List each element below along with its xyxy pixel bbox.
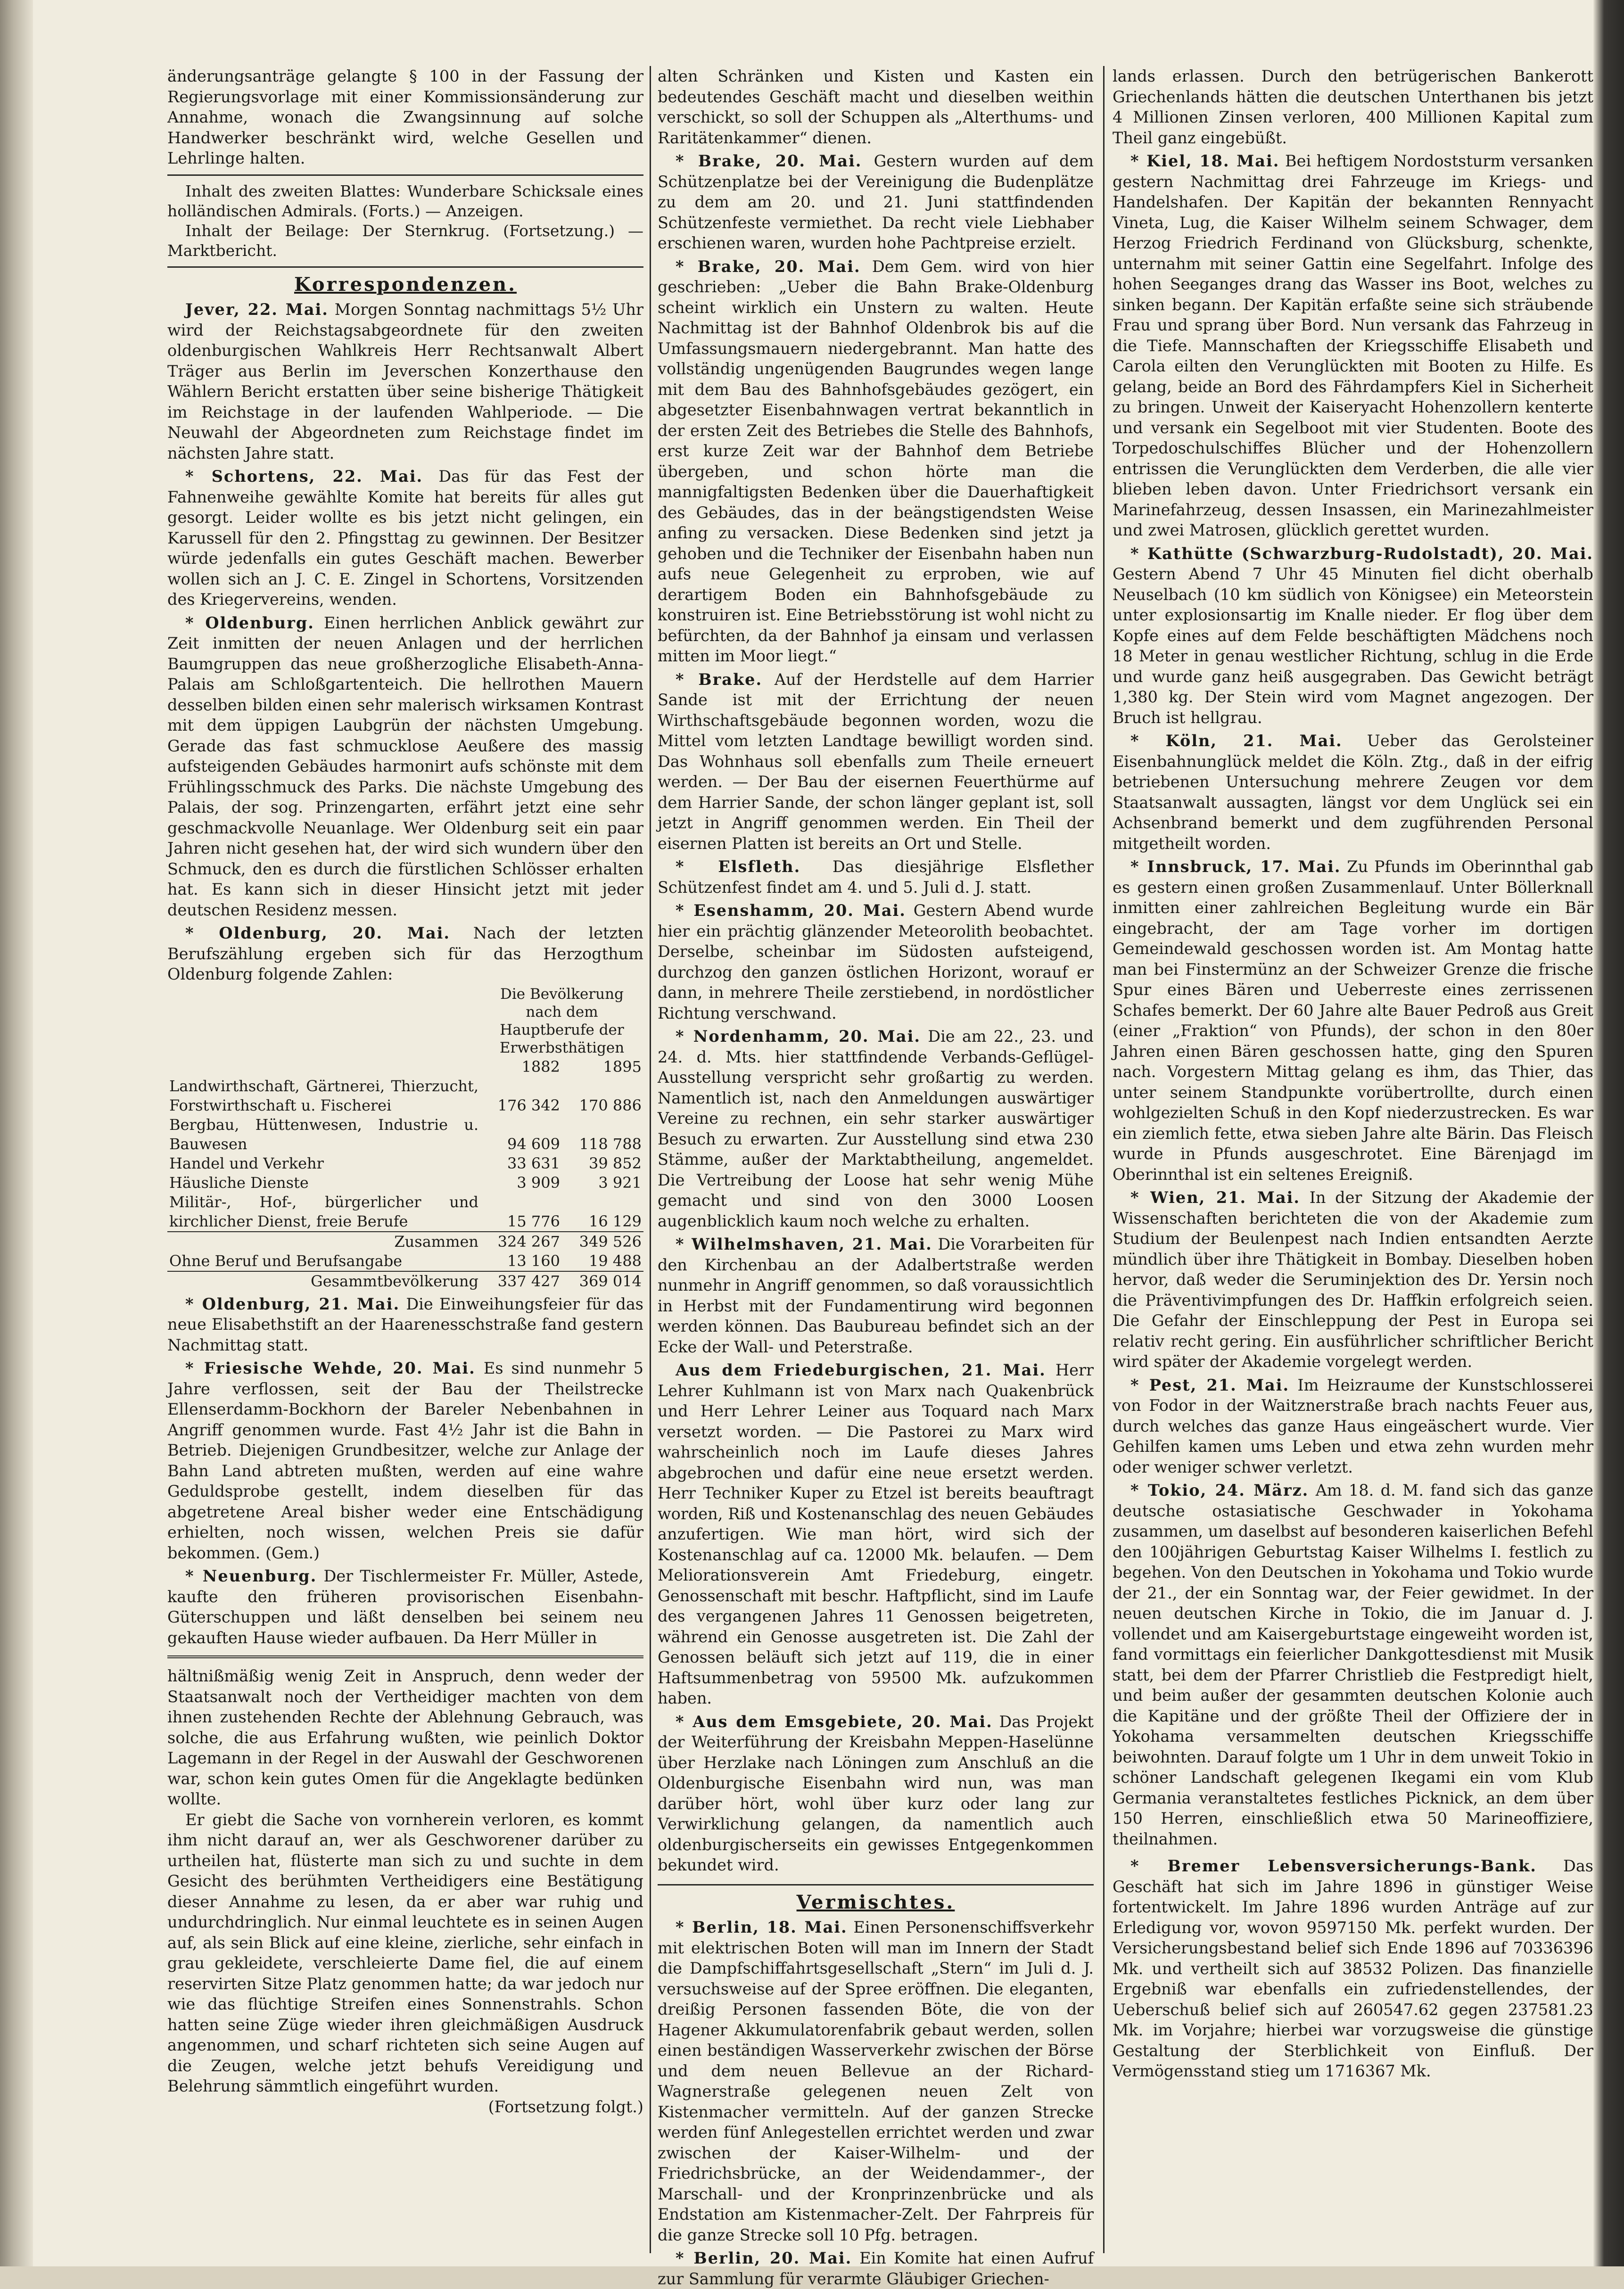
value-1895: 118 788 (579, 1135, 642, 1153)
dateline: * Kathütte (Schwarzburg-Rudolstadt), 20. Mai. (1130, 544, 1593, 563)
column-1 (167, 66, 643, 2258)
total-1895: 369 014 (562, 1271, 643, 1291)
article-text: Es sind nunmehr 5 Jahre verflossen, seit der Bau der Theilstrecke Ellenserdamm-Bockhorn der Bareler Nebenbahnen in Angriff genommen wurde. Fast 4½ Jahr ist die Bahn in Betrieb. Diejenigen Grundbesitzer, welche zur Anlage der Bahn Land abtreten mußten, werden auf eine wahre Geduldsprobe gestellt, indem dieselben für das abgetretene Areal bisher weder eine Entschädigung erhielten, noch wissen, welchen Preis sie dafür bekommen. (Gem.) (167, 1359, 643, 1562)
article-text: Einen herrlichen Anblick gewährt zur Zeit inmitten der neuen Anlagen und der herrlichen Baumgruppen das neue großherzogliche Elisabeth-Anna-Palais am Schloßgartenteich. Die hellrothen Mauern desselben bilden einen sehr malerisch wirksamen Kontrast mit dem üppigen Laubgrün der nächsten Umgebung. Gerade das fast schmucklose Aeußere des massig aufsteigenden Gebäudes harmonirt aufs schönste mit dem Frühlingsschmuck des Parks. Die nächste Umgebung des Palais, der sog. Prinzengarten, erfährt jetzt eine sehr geschmackvolle Neuanlage. Wer Oldenburg seit ein paar Jahren nicht gesehen hat, der wird sich wundern über den Schmuck, den es durch die fürstlichen Schlösser erhalten hat. Es kann sich in dieser Hinsicht jetzt mit jeder deutschen Residenz messen. (167, 613, 643, 919)
article (1113, 856, 1593, 1185)
value-1895: 170 886 (579, 1096, 642, 1114)
dateline: * Wilhelmshaven, 21. Mai. (676, 1235, 932, 1253)
page-binding (0, 0, 33, 2266)
article-text: Das Projekt der Weiterführung der Kreisbahn Meppen-Haselünne über Herzlake nach Löningen zum Anschluß an die Oldenburgische Eisenbahn wird nun, was man darüber hört, wohl über kurz oder lang zur Verwirklichung gelangen, da namentlich auch oldenburgischerseits ein gewisses Entgegenkommen bekundet wird. (658, 1712, 1094, 1874)
value-1895: 19 488 (589, 1252, 642, 1270)
dateline: * Köln, 21. Mai. (1130, 732, 1343, 750)
article-text: Zu Pfunds im Oberinnthal gab es gestern einen großen Zusammenlauf. Unter Böllerknall inmitten einer zahlreichen Begleitung wurde ein Bär eingebracht, der am Tage vorher im dortigen Gemeindewald geschossen worden ist. Am Montag hatte man bei Finstermünz an der Schweizer Grenze die frische Spur eines Bären und Ueberreste eines zerrissenen Schafes bemerkt. Der 60 Jahre alte Bauer Pedroß aus Greit (einer „Fraktion“ von Pfunds), der schon in den 80er Jahren einen Bären geschossen hatte, ging den Spuren nach. Vorgestern Mittag gelang es ihm, das Thier, das unter seinem Standpunkte vorübertrollte, durch einen wohlgezielten Schuß in den Kopf niederzustrecken. Es war ein ziemlich fette, etwa sieben Jahre alte Bärin. Das Fleisch wurde in Pfunds ausgeschrotet. Eine Bärenjagd im Oberinnthal ist ein seltenes Ereigniß. (1113, 857, 1593, 1184)
article-text: Die am 22., 23. und 24. d. Mts. hier stattfindende Verbands-Geflügel-Ausstellung verspricht sehr großartig zu werden. Namentlich ist, nach den Anmeldungen auswärtiger Vereine zu rechnen, ein sehr starker auswärtiger Besuch zu erwarten. Zur Ausstellung sind etwa 230 Stämme, außer der Marktabtheilung, angemeldet. Die Vertreibung der Loose hat sehr wenig Mühe gemacht und sind von den 3000 Loosen augenblicklich kaum noch welche zu erhalten. (658, 1027, 1094, 1230)
section-title: Vermischtes. (796, 1891, 955, 1913)
table-sum-row (167, 1232, 643, 1252)
article-text: änderungsanträge gelangte § 100 in der Fassung der Regierungsvorlage mit einer Kommissionsänderung zur Annahme, wonach die Zwangsinnung auf solche Handwerker beschränkt wird, welche Gesellen und Lehrlinge halten. (167, 67, 643, 167)
section-title: Korrespondenzen. (294, 273, 517, 296)
sum-label: Zusammen (167, 1232, 480, 1252)
dateline: * Friesische Wehde, 20. Mai. (185, 1359, 476, 1377)
dateline: * Esenshamm, 20. Mai. (676, 901, 906, 920)
year-header: 1895 (603, 1057, 642, 1076)
row-label: Militär-, Hof-, bürgerlicher und kirchlicher Dienst, freie Berufe (169, 1193, 478, 1230)
article-text: Ueber das Gerolsteiner Eisenbahnunglück meldet die Köln. Ztg., daß in der eifrig betriebenen Untersuchung mehrere Zeugen vor dem Staatsanwalt aussagten, längst vor dem Unglück sei ein Achsenbrand bemerkt und dem zugführenden Personal mitgetheilt worden. (1113, 732, 1593, 853)
dateline: * Brake, 20. Mai. (676, 257, 861, 276)
dateline: * Innsbruck, 17. Mai. (1130, 857, 1341, 876)
table-spacer (167, 985, 480, 1057)
dateline: * Oldenburg, 21. Mai. (185, 1294, 400, 1313)
dateline: * Kiel, 18. Mai. (1130, 152, 1280, 170)
article-text: Im Heizraume der Kunstschlosserei von Fodor in der Waitznerstraße brach nachts Feuer aus, durch welches das ganze Haus eingeäschert wurde. Vier Gehilfen kamen ums Leben und etwa zehn wurden mehr oder weniger schwer verletzt. (1113, 1375, 1593, 1476)
article (658, 1360, 1094, 1709)
row-label: Häusliche Dienste (169, 1173, 309, 1192)
article-text: Am 18. d. M. fand sich das ganze deutsche ostasiatische Geschwader in Yokohama zusammen, um daselbst auf besonderen kaiserlichen Befehl den 100jährigen Geburtstag Kaiser Wilhelms I. festlich zu begehen. Von den Deutschen in Yokohama und Tokio wurde der 21., der ein Sonntag war, der Feier gewidmet. In der neuen deutschen Kirche in Tokio, die im Januar d. J. vollendet und am Kaisergeburtstage eingeweiht worden ist, fand vormittags ein feierlicher Dankgottesdienst mit Musik statt, bei dem der Pfarrer Christlieb die Festpredigt hielt, und beim außer der gesammten deutschen Kolonie auch die Kapitäne und der größte Theil der Offiziere der in Yokohama versammelten deutschen Kriegsschiffe beiwohnten. Darauf folgte um 1 Uhr in dem unweit Tokio in schöner Landschaft gelegenen Ikegami ein vom Klub Germania veranstaltetes festliches Picknick, an dem über 150 Herren, einschließlich etwa 50 Marineoffiziere, theilnahmen. (1113, 1481, 1593, 1848)
article-text: In der Sitzung der Akademie der Wissenschaften berichteten die von der Akademie zum Studium der Beulenpest nach Indien entsandten Aerzte mündlich über ihre Thätigkeit in Bombay. Dieselben hoben hervor, daß weder die Seruminjektion des Dr. Yersin noch die Präventivimpfungen des Dr. Haffkin erfolgreich seien. Die Gefahr der Einschleppung der Pest in Europa sei relativ recht gering. Ein ausführlicher schriftlicher Bericht wird später der Akademie vorgelegt werden. (1113, 1188, 1593, 1371)
article (658, 2248, 1094, 2289)
article-text: Bei heftigem Nordoststurm versanken gestern Nachmittag drei Fahrzeuge im Kriegs- und Handelshafen. Der Kapitän der bekannten Rennyacht Vineta, Lug, die Kaiser Wilhelm seinem Schwager, dem Herzog Friedrich Ferdinand von Glücksburg, schenkte, unternahm mit seiner Gattin eine Segelfahrt. Infolge des hohen Seeganges drang das Wasser ins Boot, welches zu sinken begann. Der Kapitän erfaßte seine sich sträubende Frau und sprang über Bord. Nun versank das Fahrzeug in die Tiefe. Mannschaften der Kriegsschiffe Elisabeth und Carola eilten den Verunglückten mit Booten zu Hilfe. Es gelang, beide an Bord des Fährdampfers Kiel in Sicherheit zu bringen. Unweit der Kaiseryacht Hohenzollern kenterte und versank ein Segelboot mit vier Studenten. Boote des Torpedoschulschiffes Blücher und der Hohenzollern entrissen die Verunglückten dem Verderben, die alle vier blieben leben davon. Unter Friedrichsort versank ein Marinefahrzeug, dessen Insassen, ein Marinezahlmeister und zwei Matrosen, glücklich gerettet wurden. (1113, 152, 1594, 539)
article (167, 1358, 643, 1563)
article (1113, 1375, 1593, 1478)
table-total-row (167, 1271, 643, 1291)
article-text: Das Geschäft hat sich im Jahre 1896 in günstiger Weise fortentwickelt. Im Jahre 1896 wurden Anträge auf zur Erledigung vor, wovon 9597150 Mk. perfekt wurden. Der Versicherungsbestand belief sich Ende 1896 auf 70336396 Mk. und vertheilt sich auf 38532 Polizen. Das finanzielle Ergebniß war ebenfalls ein zufriedenstellendes, der Ueberschuß belief sich auf 260547.62 gegen 237581.23 Mk. im Vorjahre; hierbei war vorzugsweise die günstige Gestaltung der Sterblichkeit von Einfluß. Der Vermögensstand stieg um 1716367 Mk. (1113, 1857, 1593, 2080)
row-label: Handel und Verkehr (169, 1154, 324, 1172)
article-text: Gestern wurden auf dem Schützenplatze bei der Vereinigung die Budenplätze zu dem am 20. und 21. Juni stattfindenden Schützenfeste vermiethet. Da recht viele Liebhaber erschienen waren, wurden hohe Pachtpreise erzielt. (658, 152, 1094, 252)
article-text: Das für das Fest der Fahnenweihe gewählte Komite hat bereits für alles gut gesorgt. Leider wollte es bis jetzt nicht gelingen, ein Karussell für den 2. Pfingsttag zu gewinnen. Der Besitzer würde jedenfalls ein gutes Geschäft machen. Bewerber wollen sich an J. C. E. Zingel in Schortens, Vorsitzenden des Kriegervereins, wenden. (167, 467, 643, 609)
article (167, 1566, 643, 1648)
dateline: * Elsfleth. (676, 857, 801, 876)
article-text: Einen Personenschiffsverkehr mit elektrischen Boten will man im Innern der Stadt die Dampfschiffahrtsgesellschaft „Stern“ im Juli d. J. versuchsweise auf der Spree eröffnen. Die eleganten, dreißig Personen fassenden Böte, die von der Hagener Akkumulatorenfabrik gebaut werden, sollen einen beständigen Wasserverkehr zwischen der Börse und dem neuen Bellevue an der Richard-Wagnerstraße gelegenen neuen Zelt von Kistenmacher vermitteln. Auf der ganzen Strecke werden fünf Anlegestellen errichtet werden und zwar zwischen der Kaiser-Wilhelm- und der Friedrichsbrücke, an der Weidendammer-, der Marschall- und der Kronprinzenbrücke und als Endstation am Kistenmacher-Zelt. Der Fahrpreis für die ganze Strecke soll 10 Pfg. betragen. (658, 1918, 1094, 2244)
sum-1882: 324 267 (480, 1232, 562, 1252)
article-text: Das diesjährige Elsflether Schützenfest findet am 4. und 5. Juli d. J. statt. (658, 857, 1094, 897)
value-1882: 3 909 (517, 1173, 560, 1192)
article-text: alten Schränken und Kisten und Kasten ein bedeutendes Geschäft macht und dieselben weithin verschickt, so soll der Schuppen als „Alterthums- und Raritätenkammer“ dienen. (658, 67, 1094, 147)
article (658, 256, 1094, 667)
value-1895: 39 852 (589, 1154, 642, 1172)
article-text: Der Tischlermeister Fr. Müller, Astede, kaufte den früheren provisorischen Eisenbahn-Güterschuppen und läßt denselben bei seinem neu gekauften Hause wieder aufbauen. Da Herr Müller in (167, 1567, 643, 1647)
page-edge (1593, 0, 1624, 2266)
feuilleton-text: Er giebt die Sache von vornherein verloren, es kommt ihm nicht darauf an, wer als Geschworener darüber zu urtheilen hat, flüsterte man sich zu und suchte in dem Gesicht des berühmten Vertheidigers eine Bestätigung dieser Annahme zu lesen, da er aber war ruhig und undurchdringlich. Nur einmal leuchtete es in seinen Augen auf, als sein Blick auf eine kleine, zierliche, sehr einfach in grau gekleidete, verschleierte Dame fiel, die auf einem reservirten Sitze Platz genommen hatte; da war jedoch nur wie das flüchtige Streifen eines Sonnenstrahls. Schon hatten seine Züge wieder ihren gleichmäßigen Ausdruck angenommen, und scharf richteten sich seine Augen auf die Zeugen, welche jetzt behufs Vereidigung und Belehrung sämmtlich eingeführt wurden. (167, 1810, 643, 2095)
article (658, 669, 1094, 854)
article-text: Herr Lehrer Kuhlmann ist von Marx nach Quakenbrück und Herr Lehrer Leiner aus Toquard nach Marx versetzt worden. — Die Pastorei zu Marx wird wahrscheinlich noch im Laufe dieses Jahres abgebrochen und dafür eine neue ersetzt werden. Herr Techniker Kuper zu Etzel ist bereits beauftragt worden, Riß und Kostenanschlag des neuen Gebäudes anzufertigen. Wie man hört, wird sich der Kostenanschlag auf ca. 12000 Mk. belaufen. — Dem Meliorationsverein Amt Friedeburg, eingetr. Genossenschaft mit beschr. Haftpflicht, sind im Laufe des vergangenen Jahres 11 Genossen beigetreten, während ein Genosse ausgetreten ist. Die Zahl der Genossen beläuft sich jetzt auf 119, die in einer Haftsummenbetrag von 59500 Mk. aufzukommen haben. (658, 1361, 1094, 1707)
divider (167, 266, 643, 268)
column-3 (1113, 66, 1593, 2258)
article-text: Ein Komite hat einen Aufruf zur Sammlung für verarmte Gläubiger Griechen- (658, 2249, 1094, 2288)
value-1882: 13 160 (507, 1252, 560, 1270)
article (1113, 543, 1593, 728)
population-table (167, 985, 643, 1291)
dateline: * Schortens, 22. Mai. (185, 467, 423, 486)
value-1895: 16 129 (589, 1212, 642, 1230)
article-text: Gestern Abend wurde hier ein prächtig glänzender Meteorolith beobachtet. Derselbe, scheinbar im Südosten aufsteigend, durchzog den ganzen östlichen Horizont, worauf er dann, in mehrere Theile zerstiebend, in nordöstlicher Richtung verschwand. (658, 901, 1094, 1022)
article (1113, 731, 1593, 854)
section-heading (167, 274, 643, 295)
row-label: Bergbau, Hüttenwesen, Industrie u. Bauwesen (169, 1115, 478, 1153)
feuilleton-divider (167, 1655, 643, 1658)
table-row (167, 1252, 643, 1271)
value-1882: 33 631 (507, 1154, 560, 1172)
article (658, 1712, 1094, 1876)
article (167, 466, 643, 610)
table-spacer (167, 1057, 480, 1077)
article (658, 1026, 1094, 1231)
dateline: * Berlin, 18. Mai. (676, 1918, 848, 1936)
continuation-note: (Fortsetzung folgt.) (488, 2097, 643, 2116)
column-rule (650, 66, 651, 2253)
table-row (167, 1077, 643, 1115)
dateline: * Neuenburg. (185, 1567, 317, 1585)
article (658, 151, 1094, 254)
year-header: 1882 (521, 1057, 560, 1076)
article (658, 1917, 1094, 2245)
dateline: * Berlin, 20. Mai. (676, 2249, 852, 2267)
dateline: * Pest, 21. Mai. (1130, 1375, 1290, 1394)
article (658, 856, 1094, 897)
dateline: * Brake. (676, 670, 763, 689)
table-row (167, 1173, 643, 1193)
divider (658, 1884, 1094, 1886)
total-label: Gesammtbevölkerung (167, 1271, 480, 1291)
dateline: Aus dem Friedeburgischen, 21. Mai. (676, 1361, 1046, 1379)
value-1882: 15 776 (507, 1212, 560, 1230)
table-header-row (167, 985, 643, 1057)
contents-line: Inhalt der Beilage: Der Sternkrug. (Fortsetzung.) — Marktbericht. (167, 221, 643, 260)
dateline: Jever, 22. Mai. (185, 300, 329, 319)
article-text: Auf der Herdstelle auf dem Harrier Sande ist mit der Errichtung der neuen Wirthschaftsgebäude begonnen worden, wozu die Mittel vom letzten Landtage bewilligt worden sind. Das Wohnhaus soll ebenfalls zum Theile erneuert werden. — Der Bau der eisernen Feuerthürme auf dem Harrier Sande, der schon länger geplant ist, soll jetzt in Angriff genommen werden. Ein Theil der eisernen Platten ist bereits an Ort und Stelle. (658, 670, 1094, 853)
table-row (167, 1193, 643, 1232)
contents-line: Inhalt des zweiten Blattes: Wunderbare Schicksale eines holländischen Admirals. (Forts.) — Anzeigen. (167, 181, 643, 220)
article (658, 1234, 1094, 1357)
article (167, 1294, 643, 1356)
article-text: Die Einweihungsfeier für das neue Elisabethstift an der Haarenesschstraße fand gestern Nachmittag statt. (167, 1294, 644, 1354)
article (167, 923, 643, 985)
table-row (167, 1115, 643, 1154)
article (1113, 1480, 1593, 1849)
dateline: * Wien, 21. Mai. (1130, 1188, 1301, 1207)
row-label: Landwirthschaft, Gärtnerei, Thierzucht, Forstwirthschaft u. Fischerei (169, 1077, 478, 1114)
divider (167, 174, 643, 176)
article (1113, 1856, 1593, 2082)
table-caption: Die Bevölkerung nach dem Hauptberufe der Erwerbsthätigen (499, 985, 625, 1056)
column-2 (658, 66, 1094, 2288)
dateline: * Nordenhamm, 20. Mai. (676, 1027, 921, 1046)
dateline: * Brake, 20. Mai. (676, 152, 862, 170)
dateline: * Tokio, 24. März. (1130, 1481, 1309, 1499)
article-text: Morgen Sonntag nachmittags 5½ Uhr wird der Reichstagsabgeordnete für den zweiten oldenburgischen Wahlkreis Herr Rechtsanwalt Albert Träger aus Berlin im Jeverschen Konzerthause den Wählern Bericht erstatten über seine bisherige Thätigkeit im Reichstage in der laufenden Wahlperiode. — Die Neuwahl der Abgeordneten zum Reichstage findet im nächsten Jahre statt. (167, 300, 644, 462)
dateline: * Bremer Lebensversicherungs-Bank. (1130, 1857, 1537, 1875)
article-text: Nach der letzten Berufszählung ergeben sich für das Herzogthum Oldenburg folgende Zahlen: (167, 924, 644, 983)
dateline: * Oldenburg, 20. Mai. (185, 924, 451, 942)
contents-box (167, 181, 643, 261)
article (658, 900, 1094, 1023)
total-1882: 337 427 (480, 1271, 562, 1291)
table-years-row (167, 1057, 643, 1077)
section-heading (658, 1892, 1094, 1913)
article-text: Dem Gem. wird von hier geschrieben: „Ueber die Bahn Brake-Oldenburg scheint wirklich ein Unstern zu walten. Heute Nachmittag ist der Bahnhof Oldenbrok bis auf die Umfassungsmauern niedergebrannt. Man hatte des vollständig ungenügenden Baugrundes wegen lange mit dem Bau des Bahnhofsgebäudes gezögert, ein abgesetzter Eisenbahnwagen vertrat bekanntlich in der ersten Zeit des Betriebes die Stelle des Bahnhofs, erst kurze Zeit war der Bahnhof dem Betriebe übergeben, und schon hörte man die mannigfaltigsten Bedenken über die Dauerhaftigkeit des Gebäudes, das in der beängstigendsten Weise anfing zu versacken. Diese Bedenken sind jetzt ja gehoben und die Techniker der Eisenbahn haben nun aufs neue Gelegenheit zu erproben, wie auf derartigem Boden ein Bahnhofsgebäude zu konstruiren ist. Eine Betriebsstörung ist wohl nicht zu befürchten, da der Bahnhof ja einsam und verlassen mitten im Moor liegt.“ (658, 257, 1094, 665)
value-1882: 94 609 (507, 1135, 560, 1153)
article-text: lands erlassen. Durch den betrügerischen Bankerott Griechenlands hätten die deutschen Unterthanen bis jetzt 4 Millionen Zinsen verloren, 400 Millionen Kapital zum Theil ganz eingebüßt. (1113, 67, 1593, 147)
article (167, 613, 643, 921)
article-text: Gestern Abend 7 Uhr 45 Minuten fiel dicht oberhalb Neuselbach (10 km südlich von Königsee) ein Meteorstein unter explosionsartig im Knalle nieder. Er flog über dem Kopfe eines auf dem Felde beschäftigten Mädchens noch 18 Meter in genau westlicher Richtung, schlug in die Erde und wurde ganz heiß ausgegraben. Das Gewicht beträgt 1,380 kg. Der Stein wird vom Magnet angezogen. Der Bruch ist hellgrau. (1113, 565, 1593, 727)
article (1113, 151, 1593, 541)
article (1113, 1187, 1593, 1372)
dateline: * Oldenburg. (185, 613, 314, 632)
value-1882: 176 342 (497, 1096, 560, 1114)
table-row (167, 1154, 643, 1173)
row-label: Ohne Beruf und Berufsangabe (169, 1252, 403, 1270)
feuilleton-text: hältnißmäßig wenig Zeit in Anspruch, denn weder der Staatsanwalt noch der Vertheidiger machten von dem ihnen zustehenden Rechte der Ablehnung Gebrauch, was solche, die aus Erfahrung wußten, wie peinlich Doktor Lagemann in der Regel in der Auswahl der Geschworenen war, schon kein gutes Omen für die Angeklagte bedünken wollte. (167, 1667, 643, 1808)
article (167, 299, 643, 463)
value-1895: 3 921 (598, 1173, 642, 1192)
column-rule (1103, 66, 1105, 2253)
dateline: * Aus dem Emsgebiete, 20. Mai. (676, 1712, 993, 1731)
article-text: Die Vorarbeiten für den Kirchenbau an der Adalbertstraße werden nunmehr in Angriff genommen, so daß voraussichtlich in Herbst mit der Fundamentirung wird begonnen werden können. Das Baubureau befindet sich an der Ecke der Wall- und Peterstraße. (658, 1235, 1094, 1356)
sum-1895: 349 526 (562, 1232, 643, 1252)
